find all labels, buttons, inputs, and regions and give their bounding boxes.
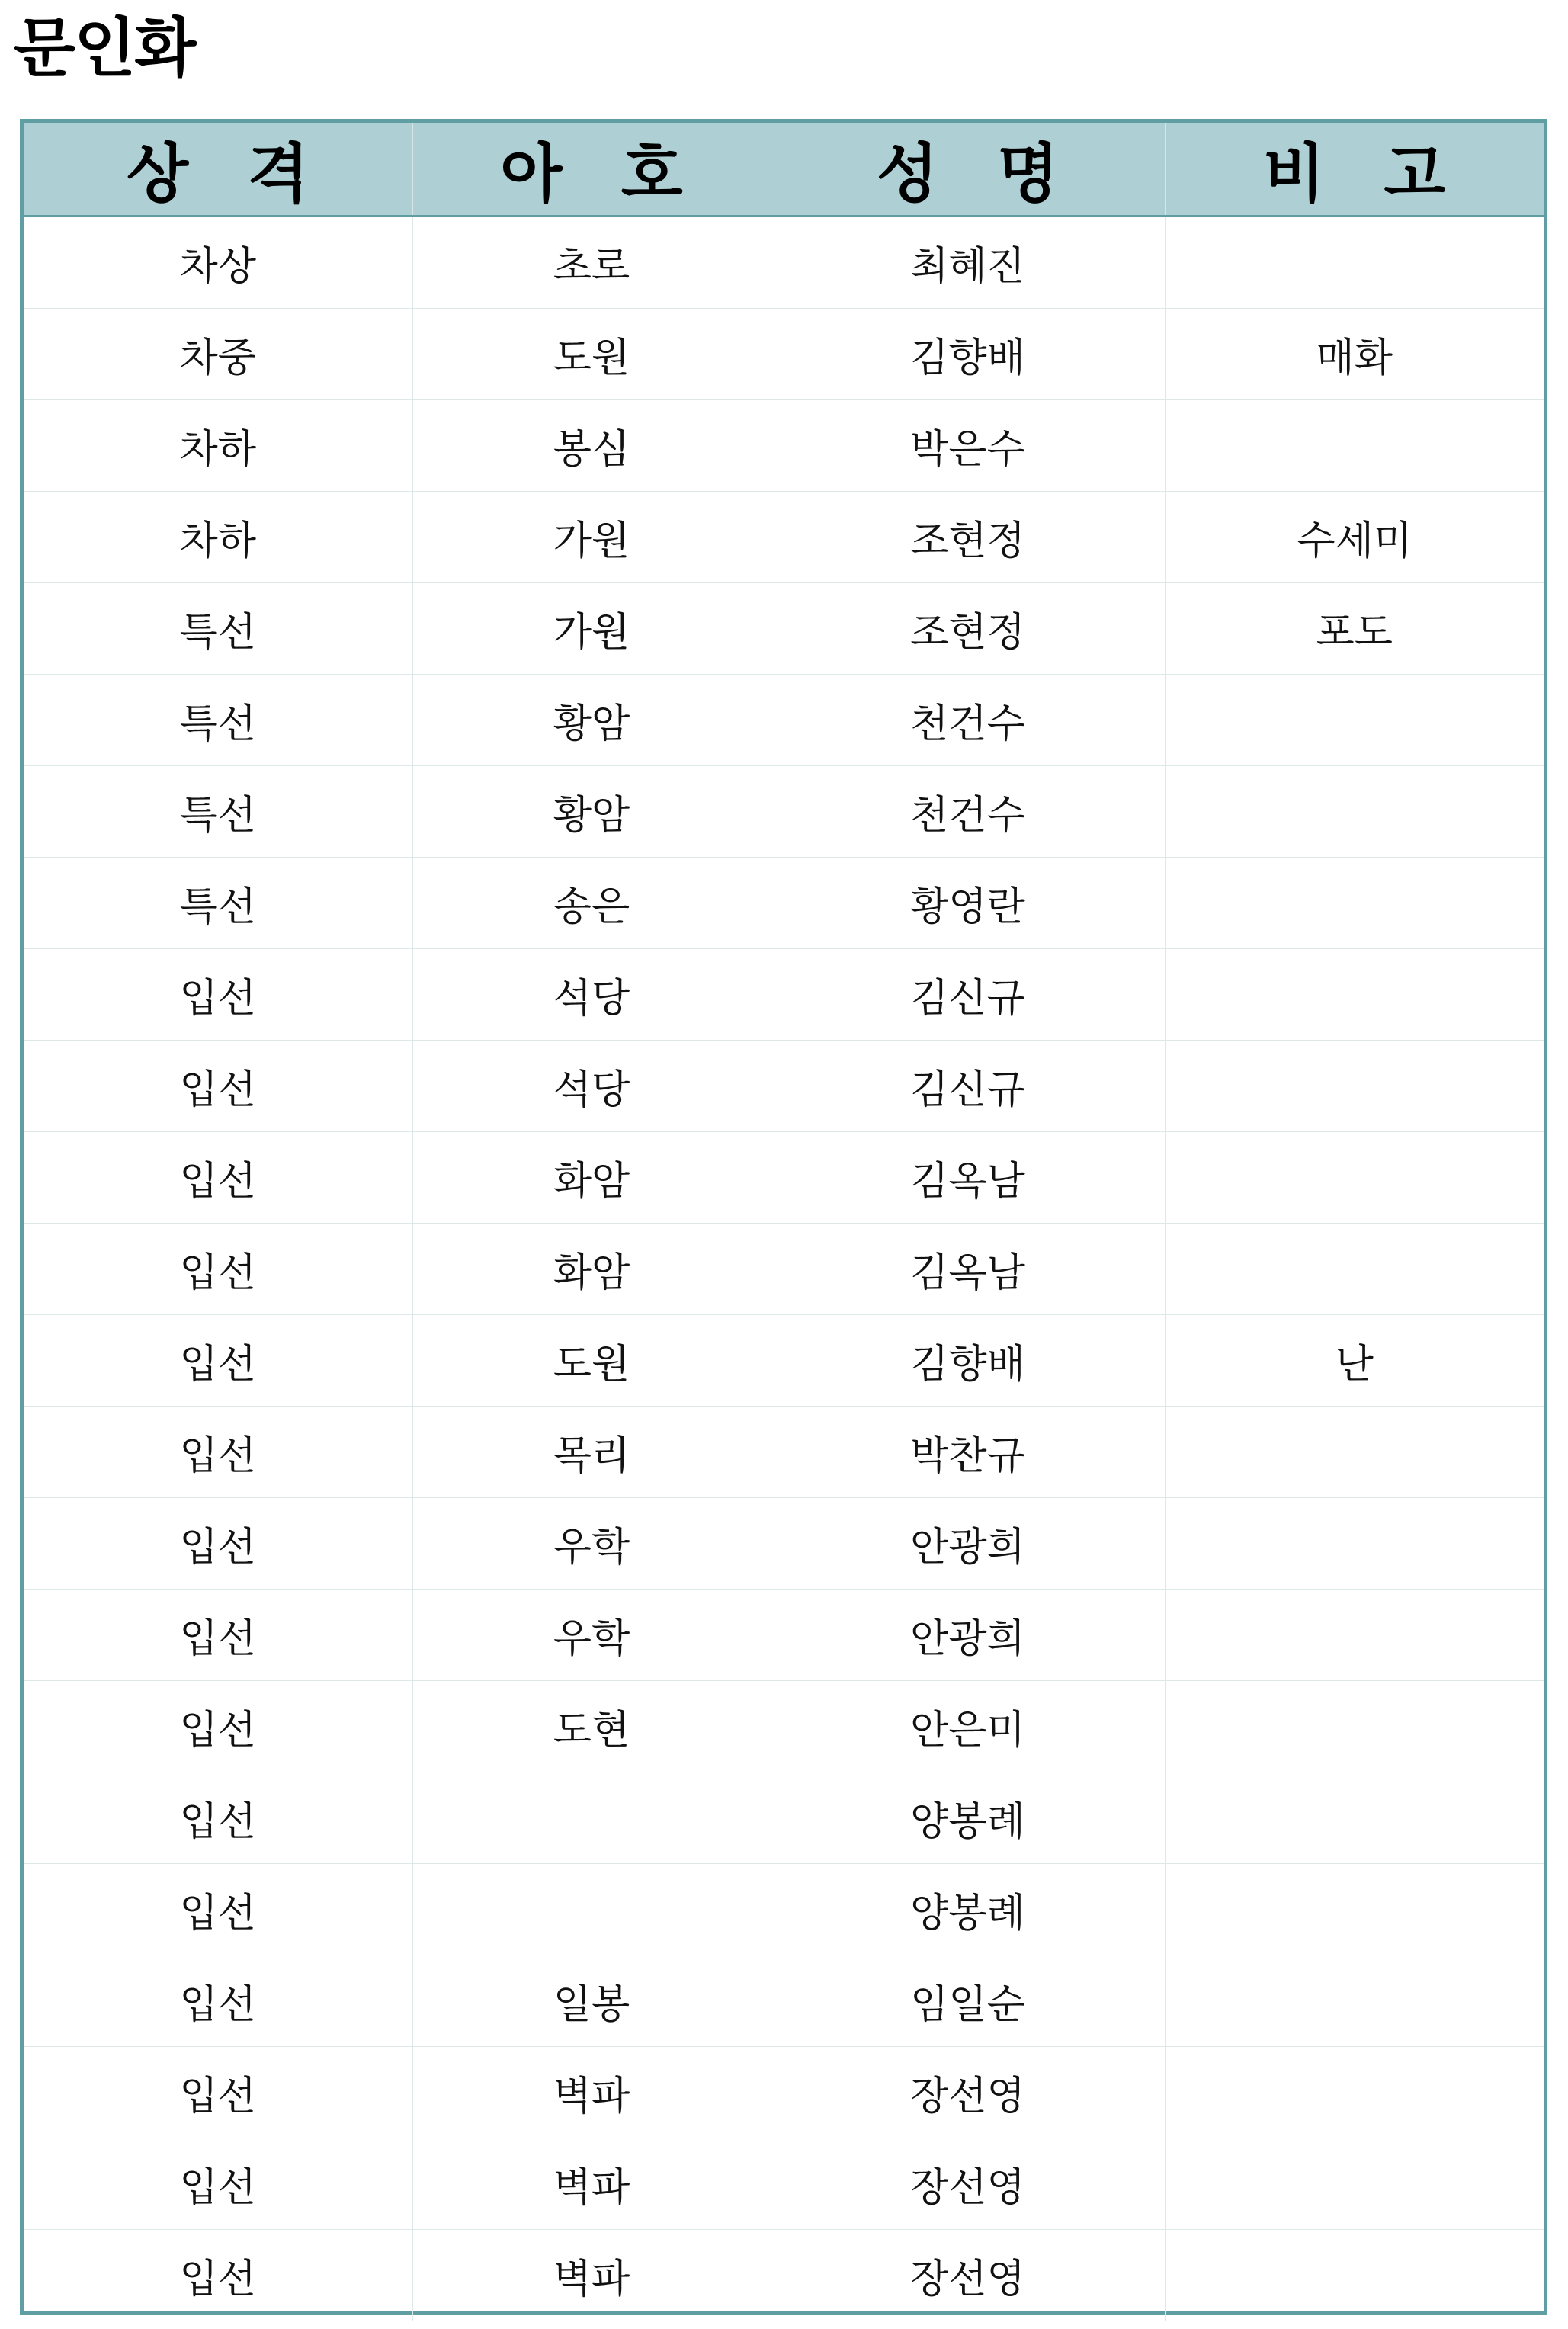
cell-rank: 입선 <box>24 1590 412 1681</box>
cell-rank: 특선 <box>24 858 412 949</box>
cell-note <box>1165 1955 1544 2047</box>
table-row <box>24 1864 1544 1955</box>
header-rank: 상 격 <box>24 123 412 217</box>
cell-pen-name: 가원 <box>412 583 771 675</box>
cell-note <box>1165 2047 1544 2138</box>
table-row <box>24 1041 1544 1132</box>
table-row <box>24 492 1544 583</box>
cell-name: 김옥남 <box>771 1224 1165 1315</box>
table-row <box>24 2138 1544 2230</box>
table-row <box>24 583 1544 675</box>
cell-pen-name: 초로 <box>412 217 771 309</box>
cell-note <box>1165 1772 1544 1864</box>
cell-name: 박찬규 <box>771 1407 1165 1498</box>
header-note: 비 고 <box>1165 123 1544 217</box>
cell-note <box>1165 1041 1544 1132</box>
cell-rank: 입선 <box>24 2230 412 2321</box>
cell-note: 매화 <box>1165 309 1544 400</box>
cell-name: 조현정 <box>771 583 1165 675</box>
cell-rank: 특선 <box>24 766 412 858</box>
cell-name: 천건수 <box>771 766 1165 858</box>
cell-note <box>1165 1407 1544 1498</box>
cell-note <box>1165 1864 1544 1955</box>
page-title: 문인화 <box>14 11 195 85</box>
cell-pen-name: 화암 <box>412 1224 771 1315</box>
cell-name: 조현정 <box>771 492 1165 583</box>
cell-note <box>1165 1132 1544 1224</box>
cell-name: 장선영 <box>771 2047 1165 2138</box>
cell-rank: 입선 <box>24 2138 412 2230</box>
table-row <box>24 1498 1544 1590</box>
cell-note <box>1165 858 1544 949</box>
cell-name: 황영란 <box>771 858 1165 949</box>
cell-rank: 입선 <box>24 1955 412 2047</box>
cell-note: 수세미 <box>1165 492 1544 583</box>
cell-note: 포도 <box>1165 583 1544 675</box>
cell-note <box>1165 1224 1544 1315</box>
table-row <box>24 858 1544 949</box>
header-name: 성 명 <box>771 123 1165 217</box>
cell-pen-name: 석당 <box>412 1041 771 1132</box>
cell-pen-name: 송은 <box>412 858 771 949</box>
table-row <box>24 309 1544 400</box>
cell-name: 양봉례 <box>771 1772 1165 1864</box>
cell-name: 김신규 <box>771 1041 1165 1132</box>
cell-rank: 입선 <box>24 1864 412 1955</box>
cell-name: 박은수 <box>771 400 1165 492</box>
cell-note <box>1165 1590 1544 1681</box>
cell-pen-name: 벽파 <box>412 2047 771 2138</box>
cell-name: 양봉례 <box>771 1864 1165 1955</box>
cell-note <box>1165 400 1544 492</box>
table-row <box>24 1772 1544 1864</box>
cell-note: 난 <box>1165 1315 1544 1407</box>
table-row <box>24 949 1544 1041</box>
cell-pen-name: 도원 <box>412 1315 771 1407</box>
cell-rank: 입선 <box>24 1681 412 1772</box>
cell-rank: 입선 <box>24 1772 412 1864</box>
cell-pen-name: 목리 <box>412 1407 771 1498</box>
cell-note <box>1165 2230 1544 2321</box>
cell-pen-name: 석당 <box>412 949 771 1041</box>
cell-name: 김향배 <box>771 309 1165 400</box>
table-body <box>24 217 1544 2321</box>
cell-rank: 차상 <box>24 217 412 309</box>
results-table <box>20 119 1547 2315</box>
table-row <box>24 400 1544 492</box>
cell-pen-name: 가원 <box>412 492 771 583</box>
cell-pen-name: 우학 <box>412 1498 771 1590</box>
table-row <box>24 2230 1544 2321</box>
cell-name: 천건수 <box>771 675 1165 766</box>
cell-name: 김향배 <box>771 1315 1165 1407</box>
cell-pen-name: 황암 <box>412 766 771 858</box>
cell-name: 임일순 <box>771 1955 1165 2047</box>
cell-rank: 입선 <box>24 1498 412 1590</box>
cell-name: 장선영 <box>771 2138 1165 2230</box>
table-row <box>24 1224 1544 1315</box>
cell-note <box>1165 1498 1544 1590</box>
cell-rank: 입선 <box>24 1041 412 1132</box>
cell-name: 장선영 <box>771 2230 1165 2321</box>
cell-name: 안은미 <box>771 1681 1165 1772</box>
table-row <box>24 1955 1544 2047</box>
table-row <box>24 766 1544 858</box>
cell-note <box>1165 949 1544 1041</box>
cell-name: 안광희 <box>771 1498 1165 1590</box>
cell-rank: 특선 <box>24 583 412 675</box>
cell-rank: 입선 <box>24 2047 412 2138</box>
cell-name: 안광희 <box>771 1590 1165 1681</box>
cell-rank: 특선 <box>24 675 412 766</box>
table-row <box>24 675 1544 766</box>
cell-pen-name <box>412 1864 771 1955</box>
header-pen-name: 아 호 <box>412 123 771 217</box>
table-row <box>24 1315 1544 1407</box>
cell-pen-name: 벽파 <box>412 2230 771 2321</box>
cell-pen-name: 도원 <box>412 309 771 400</box>
cell-pen-name: 도현 <box>412 1681 771 1772</box>
cell-rank: 차중 <box>24 309 412 400</box>
cell-note <box>1165 217 1544 309</box>
cell-pen-name: 우학 <box>412 1590 771 1681</box>
cell-name: 김신규 <box>771 949 1165 1041</box>
cell-note <box>1165 1681 1544 1772</box>
cell-pen-name: 화암 <box>412 1132 771 1224</box>
cell-rank: 차하 <box>24 400 412 492</box>
table-row <box>24 1407 1544 1498</box>
cell-note <box>1165 2138 1544 2230</box>
cell-rank: 입선 <box>24 949 412 1041</box>
table-row <box>24 217 1544 309</box>
table-row <box>24 1681 1544 1772</box>
table-header-row <box>24 123 1544 217</box>
cell-rank: 입선 <box>24 1407 412 1498</box>
cell-pen-name: 황암 <box>412 675 771 766</box>
cell-note <box>1165 675 1544 766</box>
cell-rank: 차하 <box>24 492 412 583</box>
cell-rank: 입선 <box>24 1315 412 1407</box>
cell-pen-name: 벽파 <box>412 2138 771 2230</box>
cell-pen-name: 봉심 <box>412 400 771 492</box>
table-row <box>24 1590 1544 1681</box>
cell-name: 최혜진 <box>771 217 1165 309</box>
cell-name: 김옥남 <box>771 1132 1165 1224</box>
cell-pen-name <box>412 1772 771 1864</box>
cell-rank: 입선 <box>24 1224 412 1315</box>
cell-rank: 입선 <box>24 1132 412 1224</box>
table-row <box>24 1132 1544 1224</box>
table-row <box>24 2047 1544 2138</box>
cell-pen-name: 일봉 <box>412 1955 771 2047</box>
cell-note <box>1165 766 1544 858</box>
